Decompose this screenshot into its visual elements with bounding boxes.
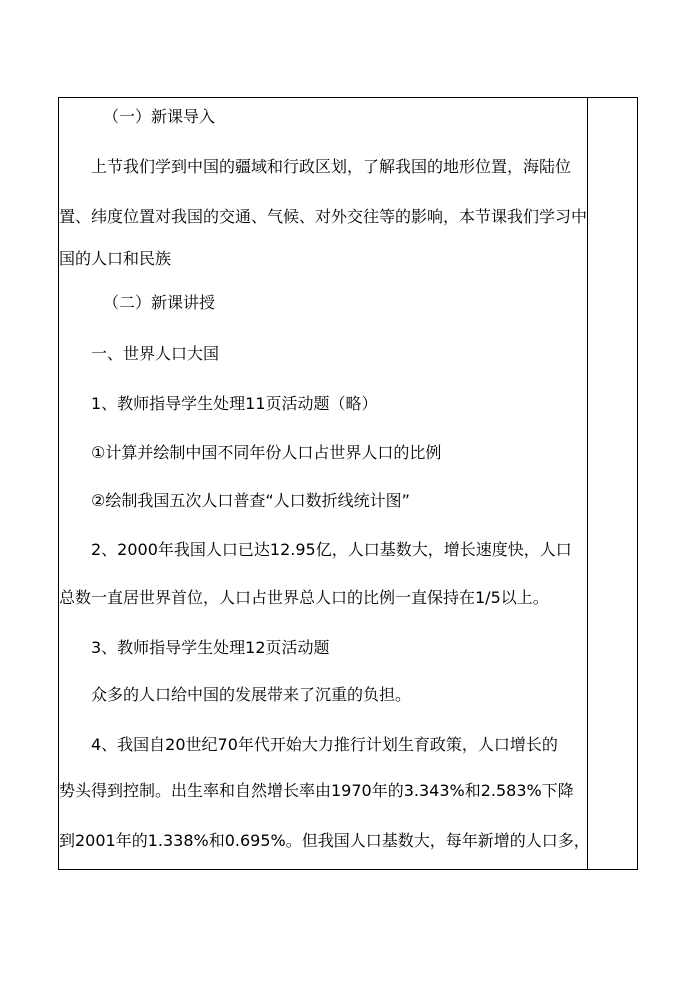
list-item: ①计算并绘制中国不同年份人口占世界人口的比例 — [91, 443, 442, 462]
list-item: ②绘制我国五次人口普查“人口数折线统计图” — [91, 491, 410, 510]
paragraph-line: 众多的人口给中国的发展带来了沉重的负担。 — [91, 685, 412, 704]
paragraph-line: 置、纬度位置对我国的交通、气候、对外交往等的影响，本节课我们学习中 — [59, 207, 588, 226]
paragraph-line: 3、教师指导学生处理12页活动题 — [91, 638, 330, 657]
paragraph-line: 势头得到控制。出生率和自然增长率由1970年的3.343%和2.583%下降 — [59, 781, 574, 800]
paragraph-line: 到2001年的1.338%和0.695%。但我国人口基数大，每年新增的人口多， — [59, 831, 590, 850]
paragraph-line: 2、2000年我国人口已达12.95亿，人口基数大，增长速度快，人口 — [91, 540, 572, 559]
lesson-table — [58, 97, 638, 870]
paragraph-line: 国的人口和民族 — [59, 249, 172, 268]
paragraph-line: 4、我国自20世纪70年代开始大力推行计划生育政策，人口增长的 — [91, 735, 558, 754]
paragraph-line: 上节我们学到中国的疆域和行政区划，了解我国的地形位置，海陆位 — [91, 157, 572, 176]
section-heading-teaching: （二）新课讲授 — [103, 293, 216, 312]
column-divider — [587, 98, 588, 869]
paragraph-line: 总数一直居世界首位，人口占世界总人口的比例一直保持在1/5以上。 — [59, 588, 549, 607]
subheading: 一、世界人口大国 — [91, 344, 220, 363]
paragraph-line: 1、教师指导学生处理11页活动题（略） — [91, 394, 378, 413]
section-heading-intro: （一）新课导入 — [103, 107, 216, 126]
